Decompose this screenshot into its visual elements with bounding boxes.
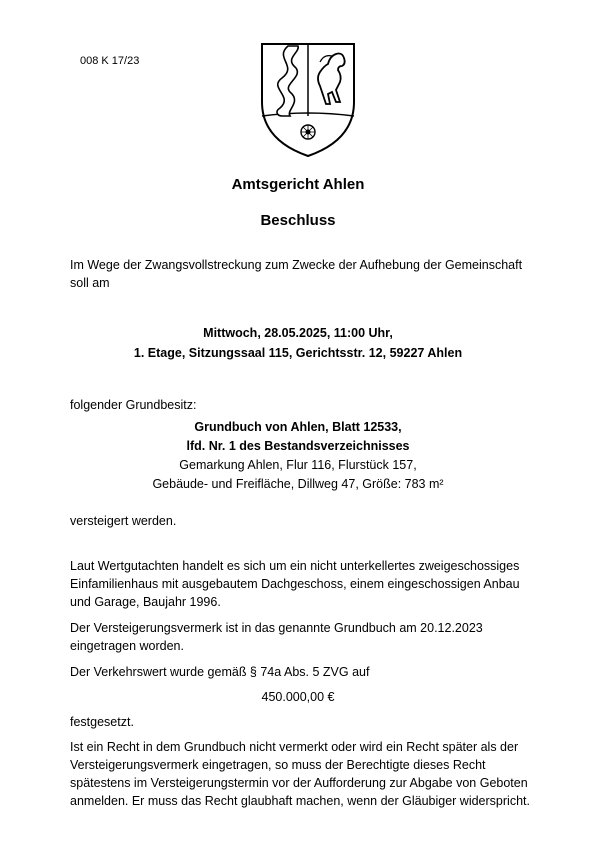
market-value-amount: 450.000,00 € xyxy=(261,690,335,704)
property-line-3: Gemarkung Ahlen, Flur 116, Flurstück 157, xyxy=(179,458,417,472)
appointment-date: Mittwoch, 28.05.2025, 11:00 Uhr, xyxy=(203,326,393,340)
intro-line-2: soll am xyxy=(70,276,110,290)
appointment-location: 1. Etage, Sitzungssaal 115, Gerichtsstr. 12, 59227 Ahlen xyxy=(133,346,463,360)
valuation-line-3: und Garage, Baujahr 1996. xyxy=(70,595,221,609)
court-name: Amtsgericht Ahlen xyxy=(231,176,365,193)
valuation-line-2: Einfamilienhaus mit ausgebautem Dachgeschoss, einem eingeschossigen Anbau xyxy=(70,577,520,591)
valuation-line-1: Laut Wertgutachten handelt es sich um ein nicht unterkellertes zweigeschossiges xyxy=(70,559,520,573)
rights-notice-line-1: Ist ein Recht in dem Grundbuch nicht vermerkt oder wird ein Recht später als der xyxy=(70,740,519,754)
property-line-2: lfd. Nr. 1 des Bestandsverzeichnisses xyxy=(186,439,410,453)
property-line-1: Grundbuch von Ahlen, Blatt 12533, xyxy=(194,420,402,434)
intro-line-1: Im Wege der Zwangsvollstreckung zum Zwecke der Aufhebung der Gemeinschaft xyxy=(70,258,523,272)
auctioned-text: versteigert werden. xyxy=(70,514,177,528)
market-value-intro: Der Verkehrswert wurde gemäß § 74a Abs. 5 ZVG auf xyxy=(70,665,370,679)
rights-notice-line-2: Versteigerungsvermerk eingetragen, so muss der Berechtigte dieses Recht xyxy=(70,758,486,772)
market-value-closing: festgesetzt. xyxy=(70,715,134,729)
nrw-coat-of-arms-icon xyxy=(258,40,358,160)
document-title: Beschluss xyxy=(260,212,336,229)
registration-line-1: Der Versteigerungsvermerk ist in das genannte Grundbuch am 20.12.2023 xyxy=(70,621,483,635)
property-label: folgender Grundbesitz: xyxy=(70,398,197,412)
rights-notice-line-4: anmelden. Er muss das Recht glaubhaft machen, wenn der Gläubiger widerspricht. xyxy=(70,794,530,808)
registration-line-2: eingetragen worden. xyxy=(70,639,184,653)
property-line-4: Gebäude- und Freifläche, Dillweg 47, Größe: 783 m² xyxy=(152,477,444,491)
case-number: 008 K 17/23 xyxy=(80,55,140,67)
rights-notice-line-3: spätestens im Versteigerungstermin vor der Aufforderung zur Abgabe von Geboten xyxy=(70,776,528,790)
